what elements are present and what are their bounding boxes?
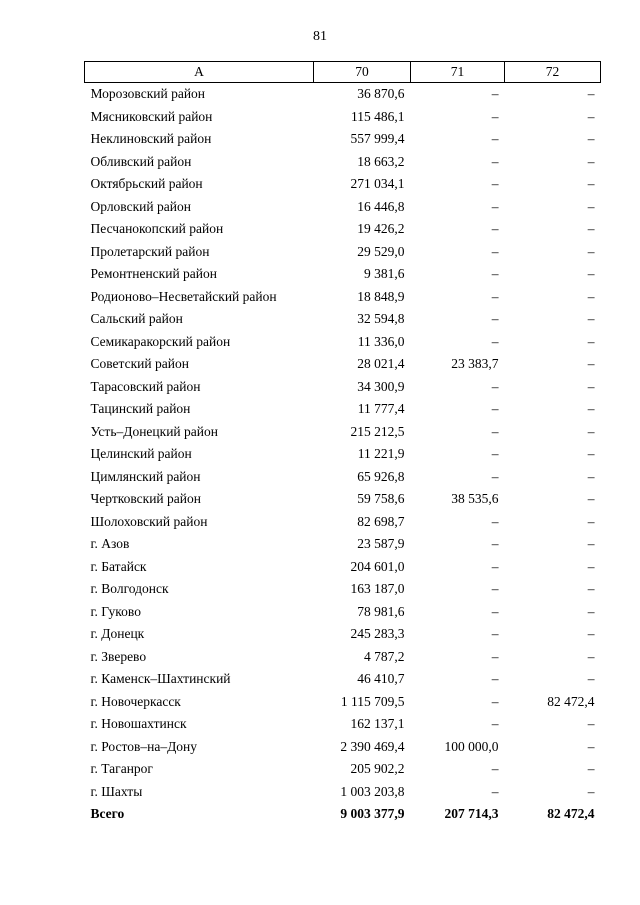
value-cell: – — [587, 86, 595, 102]
value-cell: 4 787,2 — [364, 648, 405, 664]
table-row — [85, 601, 601, 624]
table-row — [85, 713, 601, 736]
table-row — [85, 376, 601, 399]
row-label-cell: Цимлянский район — [90, 468, 201, 484]
value-cell: 23 587,9 — [357, 536, 405, 552]
value-cell: – — [491, 108, 499, 124]
table-row — [85, 218, 601, 241]
row-label-cell: г. Волгодонск — [90, 581, 169, 597]
value-cell: 1 003 203,8 — [340, 783, 405, 799]
row-label-cell: Родионово–Несветайский район — [90, 288, 277, 304]
value-cell: 205 902,2 — [350, 761, 405, 777]
row-label-cell: г. Зверево — [90, 648, 147, 664]
table-row — [85, 623, 601, 646]
value-cell: 46 410,7 — [357, 671, 405, 687]
value-cell: – — [491, 153, 499, 169]
value-cell: – — [491, 333, 499, 349]
value-cell: 204 601,0 — [350, 558, 405, 574]
value-cell: – — [587, 513, 595, 529]
table-row — [85, 488, 601, 511]
value-cell: 28 021,4 — [357, 356, 405, 372]
table-row — [85, 398, 601, 421]
value-cell: 11 221,9 — [357, 446, 405, 462]
value-cell: 163 187,0 — [350, 581, 405, 597]
value-cell: – — [587, 671, 595, 687]
value-cell: – — [587, 468, 595, 484]
value-cell: – — [491, 221, 499, 237]
value-cell: – — [587, 266, 595, 282]
value-cell: – — [587, 761, 595, 777]
value-cell: – — [587, 716, 595, 732]
value-cell: – — [491, 446, 499, 462]
row-label-cell: Неклиновский район — [90, 131, 212, 147]
value-cell: – — [587, 288, 595, 304]
table-row — [85, 196, 601, 219]
row-label-cell: Сальский район — [90, 311, 183, 327]
value-cell: – — [491, 513, 499, 529]
value-cell: 100 000,0 — [444, 738, 499, 754]
value-cell: – — [587, 356, 595, 372]
table-row — [85, 781, 601, 804]
value-cell: 82 472,4 — [547, 806, 595, 822]
row-label-cell: Целинский район — [90, 446, 192, 462]
value-cell: 9 003 377,9 — [340, 806, 405, 822]
value-cell: 78 981,6 — [357, 603, 405, 619]
value-cell: – — [587, 423, 595, 439]
column-header: 72 — [505, 62, 601, 83]
value-cell: 11 336,0 — [357, 333, 405, 349]
value-cell: – — [587, 176, 595, 192]
table-row — [85, 758, 601, 781]
value-cell: – — [491, 86, 499, 102]
column-header: А — [85, 62, 314, 83]
value-cell: 23 383,7 — [451, 356, 499, 372]
column-header: 71 — [411, 62, 505, 83]
page-number: 81 — [313, 29, 327, 44]
row-label-cell: г. Шахты — [90, 783, 143, 799]
value-cell: – — [491, 783, 499, 799]
row-label-cell: г. Батайск — [90, 558, 147, 574]
row-label-cell: Орловский район — [90, 198, 191, 214]
row-label-cell: г. Таганрог — [90, 761, 153, 777]
value-cell: – — [587, 243, 595, 259]
value-cell: – — [491, 626, 499, 642]
table-row — [85, 691, 601, 714]
row-label-cell: г. Гуково — [90, 603, 141, 619]
value-cell: – — [587, 446, 595, 462]
value-cell: – — [587, 221, 595, 237]
row-label-cell: Тацинский район — [90, 401, 191, 417]
value-cell: – — [491, 693, 499, 709]
value-cell: – — [491, 716, 499, 732]
value-cell: – — [491, 288, 499, 304]
table-row — [85, 331, 601, 354]
table-row — [85, 151, 601, 174]
value-cell: 271 034,1 — [350, 176, 405, 192]
value-cell: – — [587, 783, 595, 799]
table-row — [85, 128, 601, 151]
value-cell: 82 698,7 — [357, 513, 405, 529]
value-cell: 18 848,9 — [357, 288, 405, 304]
table-row — [85, 286, 601, 309]
value-cell: – — [587, 333, 595, 349]
table-row — [85, 241, 601, 264]
column-header: 70 — [314, 62, 411, 83]
value-cell: – — [587, 626, 595, 642]
value-cell: – — [491, 468, 499, 484]
row-label-cell: г. Ростов–на–Дону — [90, 738, 198, 754]
row-label-cell: Обливский район — [90, 153, 192, 169]
value-cell: – — [491, 671, 499, 687]
row-label-cell: Советский район — [90, 356, 189, 372]
table-row — [85, 106, 601, 129]
value-cell: – — [491, 243, 499, 259]
row-label-cell: Семикаракорский район — [90, 333, 231, 349]
row-label-cell: г. Донецк — [90, 626, 145, 642]
table-row — [85, 173, 601, 196]
value-cell: – — [587, 131, 595, 147]
value-cell: – — [587, 108, 595, 124]
value-cell: – — [491, 266, 499, 282]
row-label-cell: Пролетарский район — [90, 243, 210, 259]
value-cell: – — [587, 378, 595, 394]
value-cell: – — [491, 176, 499, 192]
total-row — [85, 803, 601, 826]
row-label-cell: Морозовский район — [90, 86, 206, 102]
value-cell: 82 472,4 — [547, 693, 595, 709]
value-cell: 11 777,4 — [357, 401, 405, 417]
value-cell: 19 426,2 — [357, 221, 405, 237]
value-cell: – — [491, 581, 499, 597]
value-cell: 1 115 709,5 — [340, 693, 405, 709]
table-row — [85, 556, 601, 579]
table-row — [85, 263, 601, 286]
value-cell: 115 486,1 — [351, 108, 405, 124]
table-row — [85, 511, 601, 534]
value-cell: 29 529,0 — [357, 243, 405, 259]
value-cell: – — [491, 761, 499, 777]
row-label-cell: Мясниковский район — [90, 108, 213, 124]
table-row — [85, 308, 601, 331]
value-cell: 34 300,9 — [357, 378, 405, 394]
table-header-row — [85, 62, 601, 83]
row-label-cell: Песчанокопский район — [90, 221, 224, 237]
value-cell: – — [491, 603, 499, 619]
table-row — [85, 443, 601, 466]
row-label-cell: Шолоховский район — [90, 513, 208, 529]
table-row — [85, 578, 601, 601]
table-row — [85, 83, 601, 106]
value-cell: – — [587, 603, 595, 619]
value-cell: 65 926,8 — [357, 468, 405, 484]
value-cell: – — [491, 131, 499, 147]
table-row — [85, 421, 601, 444]
value-cell: – — [587, 401, 595, 417]
value-cell: 16 446,8 — [357, 198, 405, 214]
value-cell: – — [587, 581, 595, 597]
value-cell: 32 594,8 — [357, 311, 405, 327]
value-cell: 245 283,3 — [350, 626, 405, 642]
value-cell: 215 212,5 — [350, 423, 405, 439]
row-label-cell: Тарасовский район — [90, 378, 201, 394]
table-row — [85, 736, 601, 759]
value-cell: – — [491, 311, 499, 327]
value-cell: – — [491, 648, 499, 664]
row-label-cell: г. Новошахтинск — [90, 716, 187, 732]
row-label-cell: Всего — [90, 806, 125, 822]
value-cell: – — [491, 401, 499, 417]
table-row — [85, 466, 601, 489]
value-cell: – — [491, 198, 499, 214]
value-cell: 36 870,6 — [357, 86, 405, 102]
value-cell: – — [587, 491, 595, 507]
value-cell: 38 535,6 — [451, 491, 499, 507]
value-cell: – — [587, 311, 595, 327]
value-cell: – — [491, 378, 499, 394]
value-cell: 162 137,1 — [350, 716, 405, 732]
value-cell: – — [587, 648, 595, 664]
value-cell: – — [491, 558, 499, 574]
value-cell: – — [587, 153, 595, 169]
table-row — [85, 668, 601, 691]
row-label-cell: Чертковский район — [90, 491, 201, 507]
row-label-cell: Октябрьский район — [90, 176, 203, 192]
row-label-cell: г. Азов — [90, 536, 130, 552]
value-cell: – — [587, 536, 595, 552]
value-cell: – — [587, 738, 595, 754]
value-cell: 2 390 469,4 — [340, 738, 405, 754]
table-row — [85, 353, 601, 376]
value-cell: 207 714,3 — [444, 806, 499, 822]
value-cell: 18 663,2 — [357, 153, 405, 169]
value-cell: – — [491, 423, 499, 439]
table-row — [85, 533, 601, 556]
value-cell: – — [587, 558, 595, 574]
value-cell: – — [587, 198, 595, 214]
value-cell: – — [491, 536, 499, 552]
row-label-cell: г. Каменск–Шахтинский — [90, 671, 231, 687]
row-label-cell: г. Новочеркасск — [90, 693, 181, 709]
table-row — [85, 646, 601, 669]
value-cell: 557 999,4 — [350, 131, 405, 147]
value-cell: 59 758,6 — [357, 491, 405, 507]
budget-table — [84, 61, 601, 826]
row-label-cell: Ремонтненский район — [90, 266, 217, 282]
value-cell: 9 381,6 — [364, 266, 405, 282]
row-label-cell: Усть–Донецкий район — [90, 423, 218, 439]
